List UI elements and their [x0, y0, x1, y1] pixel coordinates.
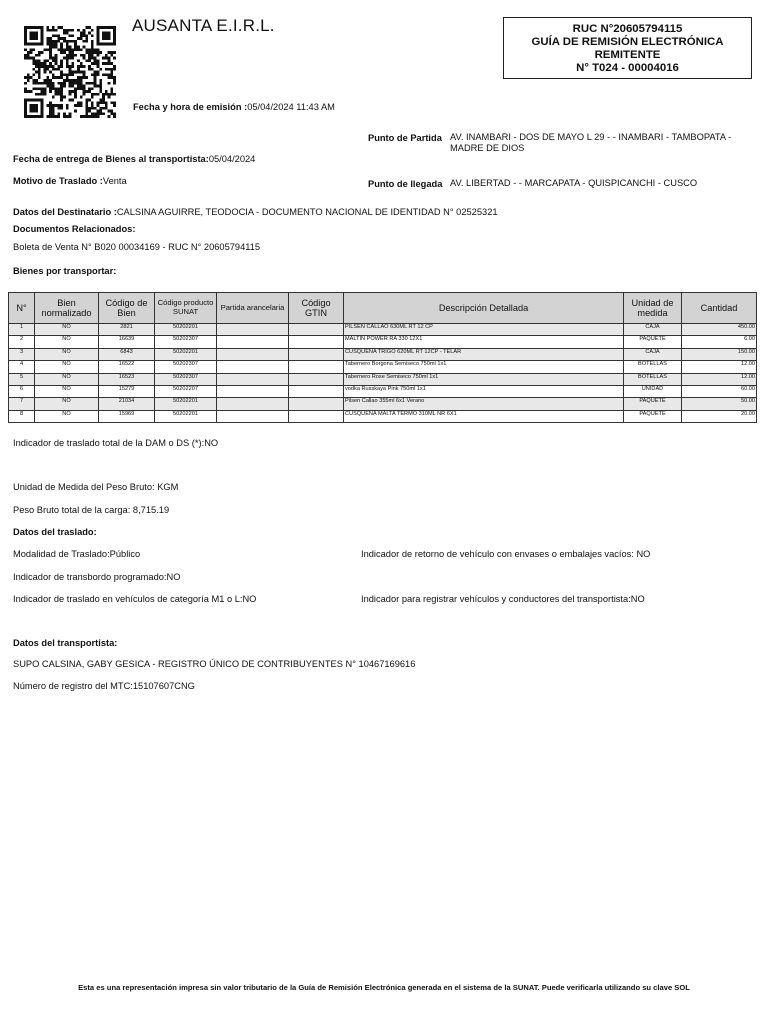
mtc-row: [13, 681, 195, 691]
table-row: [9, 348, 757, 360]
cell-descripcion: PILSEN CALLAO 630ML RT 12 CP: [344, 324, 624, 336]
emission-date-row: [133, 102, 335, 112]
documentos-value: Boleta de Venta N° B020 00034169 - RUC N° 20605794115: [13, 242, 261, 252]
table-row: [9, 373, 757, 385]
cell-partida: [217, 410, 289, 422]
cell-codigo-sunat: 50202307: [155, 361, 217, 373]
modalidad-value: Público: [109, 549, 141, 559]
cell-unidad: CAJA: [624, 324, 682, 336]
transportista-section-title: Datos del transportista:: [13, 638, 118, 648]
cell-n: 1: [9, 324, 35, 336]
cell-codigo-bien: 6843: [99, 348, 155, 360]
partida-address-line1: AV. INAMBARI - DOS DE MAYO L 29 - - INAMBARI - TAMBOPATA -: [450, 132, 732, 142]
document-title-line2: REMITENTE: [594, 49, 661, 61]
table-row: [9, 398, 757, 410]
cell-unidad: PAQUETE: [624, 398, 682, 410]
cell-cantidad: 12.00: [682, 361, 757, 373]
transportista-value: SUPO CALSINA, GABY GESICA - REGISTRO ÚNICO DE CONTRIBUYENTES N° 10467169616: [13, 659, 416, 669]
cell-descripcion: MALTIN POWER RA 330 12X1: [344, 336, 624, 348]
cell-codigo-sunat: 50202207: [155, 385, 217, 397]
cell-partida: [217, 398, 289, 410]
cell-partida: [217, 336, 289, 348]
dam-label: Indicador de traslado total de la DAM o DS (*):: [13, 438, 205, 448]
cell-codigo-bien: 21034: [99, 398, 155, 410]
cell-unidad: CAJA: [624, 348, 682, 360]
cell-n: 2: [9, 336, 35, 348]
col-header-cantidad: Cantidad: [682, 293, 757, 324]
documentos-label: Documentos Relacionados:: [13, 224, 136, 234]
cell-descripcion: Tabernero Rose Semiseco 750ml 1x1: [344, 373, 624, 385]
cell-cantidad: 6.00: [682, 336, 757, 348]
col-header-codigo-bien: Código de Bien: [99, 293, 155, 324]
col-header-gtin: Código GTIN: [289, 293, 344, 324]
cell-unidad: PAQUETE: [624, 410, 682, 422]
cell-codigo-sunat: 50202201: [155, 324, 217, 336]
peso-bruto-value: 8,715.19: [132, 505, 170, 515]
cell-codigo-bien: 16639: [99, 336, 155, 348]
items-table-header: [9, 293, 757, 324]
table-row: [9, 385, 757, 397]
unidad-peso-value: KGM: [157, 482, 179, 492]
cell-bien-normalizado: NO: [35, 410, 99, 422]
retorno-label: Indicador de retorno de vehículo con envases o embalajes vacíos:: [361, 549, 634, 559]
cell-gtin: [289, 336, 344, 348]
dam-value: NO: [204, 438, 219, 448]
mtc-value: 15107607CNG: [132, 681, 195, 691]
traslado-section-title: Datos del traslado:: [13, 527, 97, 537]
table-row: [9, 410, 757, 422]
motivo-value: Venta: [102, 176, 127, 186]
destinatario-value: CALSINA AGUIRRE, TEODOCIA - DOCUMENTO NACIONAL DE IDENTIDAD N° 02525321: [116, 207, 498, 217]
document-header-box: [503, 17, 752, 79]
emission-date-value: 05/04/2024 11:43 AM: [247, 102, 335, 112]
cell-codigo-sunat: 50202307: [155, 336, 217, 348]
destinatario-row: [13, 207, 498, 217]
table-row: [9, 324, 757, 336]
cell-gtin: [289, 398, 344, 410]
items-table: [8, 292, 757, 423]
cell-codigo-bien: 16522: [99, 361, 155, 373]
cell-descripcion: vodka Russkaya Pink 750ml 1x1: [344, 385, 624, 397]
registrar-value: NO: [630, 594, 645, 604]
partida-label: Punto de Partida: [368, 133, 442, 143]
motivo-label: Motivo de Traslado :: [13, 176, 103, 186]
cell-unidad: BOTELLAS: [624, 373, 682, 385]
cell-bien-normalizado: NO: [35, 336, 99, 348]
col-header-unidad: Unidad de medida: [624, 293, 682, 324]
table-row: [9, 361, 757, 373]
items-table-body: [9, 324, 757, 423]
cell-codigo-sunat: 50202201: [155, 348, 217, 360]
cell-n: 8: [9, 410, 35, 422]
emission-date-label: Fecha y hora de emisión :: [133, 102, 248, 112]
cell-descripcion: Tabernero Borgona Semiseco 750ml 1x1: [344, 361, 624, 373]
cell-n: 6: [9, 385, 35, 397]
cell-cantidad: 50.00: [682, 398, 757, 410]
llegada-label: Punto de llegada: [368, 179, 443, 189]
qr-code-image: [22, 26, 118, 118]
mtc-label: Número de registro del MTC:: [13, 681, 133, 691]
cell-descripcion: Pilsen Callao 355ml 6x1 Verano: [344, 398, 624, 410]
cell-codigo-bien: 2821: [99, 324, 155, 336]
modalidad-row: [13, 549, 140, 559]
bienes-label: Bienes por transportar:: [13, 266, 117, 276]
cell-codigo-bien: 16523: [99, 373, 155, 385]
cell-partida: [217, 373, 289, 385]
cell-descripcion: CUSQUEÑA TRIGO 620ML RT 12CP - TELAR: [344, 348, 624, 360]
modalidad-label: Modalidad de Traslado:: [13, 549, 110, 559]
document-number: N° T024 - 00004016: [576, 62, 679, 74]
cell-codigo-sunat: 50202201: [155, 398, 217, 410]
col-header-partida: Partida arancelaria: [217, 293, 289, 324]
company-name: AUSANTA E.I.R.L.: [132, 16, 275, 35]
partida-address: [450, 132, 731, 154]
cell-codigo-bien: 15279: [99, 385, 155, 397]
cell-partida: [217, 361, 289, 373]
cell-n: 7: [9, 398, 35, 410]
cell-n: 3: [9, 348, 35, 360]
retorno-row: [361, 549, 650, 559]
cell-cantidad: 150.00: [682, 348, 757, 360]
cell-codigo-sunat: 50202307: [155, 373, 217, 385]
document-title-line1: GUÍA DE REMISIÓN ELECTRÓNICA: [531, 36, 724, 48]
col-header-descripcion: Descripción Detallada: [344, 293, 624, 324]
entrega-row: [13, 154, 255, 164]
cell-bien-normalizado: NO: [35, 324, 99, 336]
transbordo-row: [13, 572, 180, 582]
cell-bien-normalizado: NO: [35, 385, 99, 397]
cell-gtin: [289, 324, 344, 336]
categoria-label: Indicador de traslado en vehículos de categoría M1 o L:: [13, 594, 243, 604]
cell-partida: [217, 324, 289, 336]
registrar-label: Indicador para registrar vehículos y conductores del transportista:: [361, 594, 631, 604]
cell-descripcion: CUSQUEÑA MALTA TERMO 310ML NR 6X1: [344, 410, 624, 422]
cell-partida: [217, 385, 289, 397]
ruc-number: RUC N°20605794115: [572, 23, 683, 35]
col-header-codigo-sunat: Código producto SUNAT: [155, 293, 217, 324]
cell-gtin: [289, 348, 344, 360]
unidad-peso-label: Unidad de Medida del Peso Bruto:: [13, 482, 155, 492]
cell-gtin: [289, 410, 344, 422]
llegada-address: AV. LIBERTAD - - MARCAPATA - QUISPICANCHI - CUSCO: [450, 178, 698, 188]
cell-gtin: [289, 361, 344, 373]
peso-bruto-label: Peso Bruto total de la carga:: [13, 505, 131, 515]
cell-unidad: PAQUETE: [624, 336, 682, 348]
retorno-value: NO: [636, 549, 651, 559]
transbordo-value: NO: [166, 572, 181, 582]
table-row: [9, 336, 757, 348]
cell-cantidad: 60.00: [682, 385, 757, 397]
entrega-label: Fecha de entrega de Bienes al transportista:: [13, 154, 209, 164]
cell-bien-normalizado: NO: [35, 348, 99, 360]
cell-codigo-bien: 15969: [99, 410, 155, 422]
cell-bien-normalizado: NO: [35, 398, 99, 410]
cell-n: 4: [9, 361, 35, 373]
entrega-value: 05/04/2024: [208, 154, 256, 164]
cell-bien-normalizado: NO: [35, 373, 99, 385]
partida-address-line2: MADRE DE DIOS: [450, 143, 525, 153]
peso-bruto-row: [13, 505, 169, 515]
cell-n: 5: [9, 373, 35, 385]
cell-cantidad: 20.00: [682, 410, 757, 422]
cell-unidad: UNIDAD: [624, 385, 682, 397]
dam-row: [13, 438, 218, 448]
unidad-peso-row: [13, 482, 178, 492]
registrar-row: [361, 594, 645, 604]
cell-unidad: BOTELLAS: [624, 361, 682, 373]
cell-cantidad: 12.00: [682, 373, 757, 385]
categoria-value: NO: [242, 594, 257, 604]
footer-disclaimer: Esta es una representación impresa sin valor tributario de la Guía de Remisión Electrónica generada en el sistema de la SUNAT. Puede verificarla utilizando su clave SOL: [78, 983, 690, 992]
cell-cantidad: 450.00: [682, 324, 757, 336]
cell-codigo-sunat: 50202201: [155, 410, 217, 422]
col-header-bien-normalizado: Bien normalizado: [35, 293, 99, 324]
categoria-row: [13, 594, 256, 604]
transbordo-label: Indicador de transbordo programado:: [13, 572, 167, 582]
destinatario-label: Datos del Destinatario :: [13, 207, 117, 217]
cell-gtin: [289, 373, 344, 385]
cell-gtin: [289, 385, 344, 397]
cell-bien-normalizado: NO: [35, 361, 99, 373]
col-header-n: N°: [9, 293, 35, 324]
cell-partida: [217, 348, 289, 360]
motivo-row: [13, 176, 127, 186]
